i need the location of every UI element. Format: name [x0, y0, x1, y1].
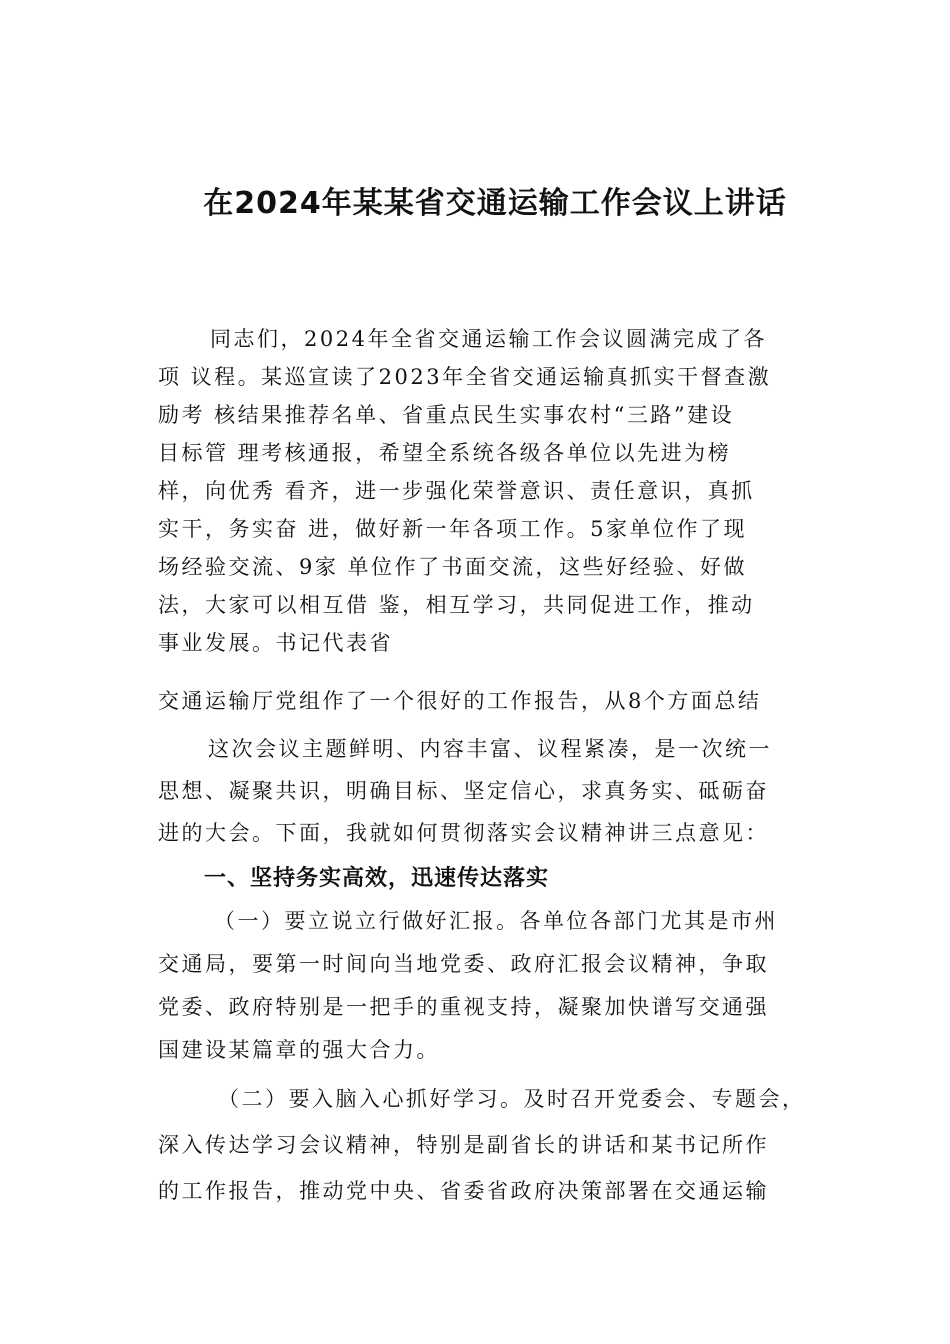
paragraph-section-1-item-1 — [158, 900, 825, 1072]
paragraph-summary — [158, 728, 825, 854]
text-line: 国建设某篇章的强大合力。 — [158, 1038, 440, 1062]
text-line: 实干，务实奋 进，做好新一年各项工作。5家单位作了现 — [158, 517, 748, 541]
text-line: 法，大家可以相互借 鉴，相互学习，共同促进工作，推动 — [158, 593, 755, 617]
text-line: 交通局，要第一时间向当地党委、政府汇报会议精神，争取 — [158, 952, 769, 976]
section-heading-1: 一、坚持务实高效，迅速传达落实 — [204, 866, 550, 891]
text-line: 的工作报告，推动党中央、省委省政府决策部署在交通运输 — [158, 1179, 769, 1203]
text-line: （二）要入脑入心抓好学习。及时召开党委会、专题会， — [218, 1087, 806, 1111]
text-line: 进的大会。下面，我就如何贯彻落实会议精神讲三点意见： — [158, 821, 769, 845]
text-line: 目标管 理考核通报，希望全系统各级各单位以先进为榜 — [158, 441, 732, 465]
text-line: 党委、政府特别是一把手的重视支持，凝聚加快谱写交通强 — [158, 995, 769, 1019]
text-line: 深入传达学习会议精神，特别是副省长的讲话和某书记所作 — [158, 1133, 769, 1157]
text-line: 交通运输厅党组作了一个很好的工作报告，从8个方面总结 — [158, 689, 762, 713]
text-line: 样，向优秀 看齐，进一步强化荣誉意识、责任意识，真抓 — [158, 479, 755, 503]
text-line: 项 议程。某巡宣读了2023年全省交通运输真抓实干督查激 — [158, 365, 772, 389]
text-line: 场经验交流、9家 单位作了书面交流，这些好经验、好做 — [158, 555, 748, 579]
text-line: 这次会议主题鲜明、内容丰富、议程紧凑，是一次统一 — [208, 737, 772, 761]
document-title: 在2024年某某省交通运输工作会议上讲话 — [203, 186, 787, 221]
text-line: 励考 核结果推荐名单、省重点民生实事农村“三路”建设 — [158, 403, 735, 427]
text-line: 思想、凝聚共识，明确目标、坚定信心，求真务实、砥砺奋 — [158, 779, 769, 803]
paragraph-section-1-item-2 — [158, 1076, 825, 1214]
text-line: （一）要立说立行做好汇报。各单位各部门尤其是市州 — [214, 909, 778, 933]
text-line: 同志们，2024年全省交通运输工作会议圆满完成了各 — [210, 327, 767, 351]
paragraph-report — [158, 682, 825, 720]
text-line: 事业发展。书记代表省 — [158, 631, 393, 655]
paragraph-opening — [158, 320, 825, 662]
